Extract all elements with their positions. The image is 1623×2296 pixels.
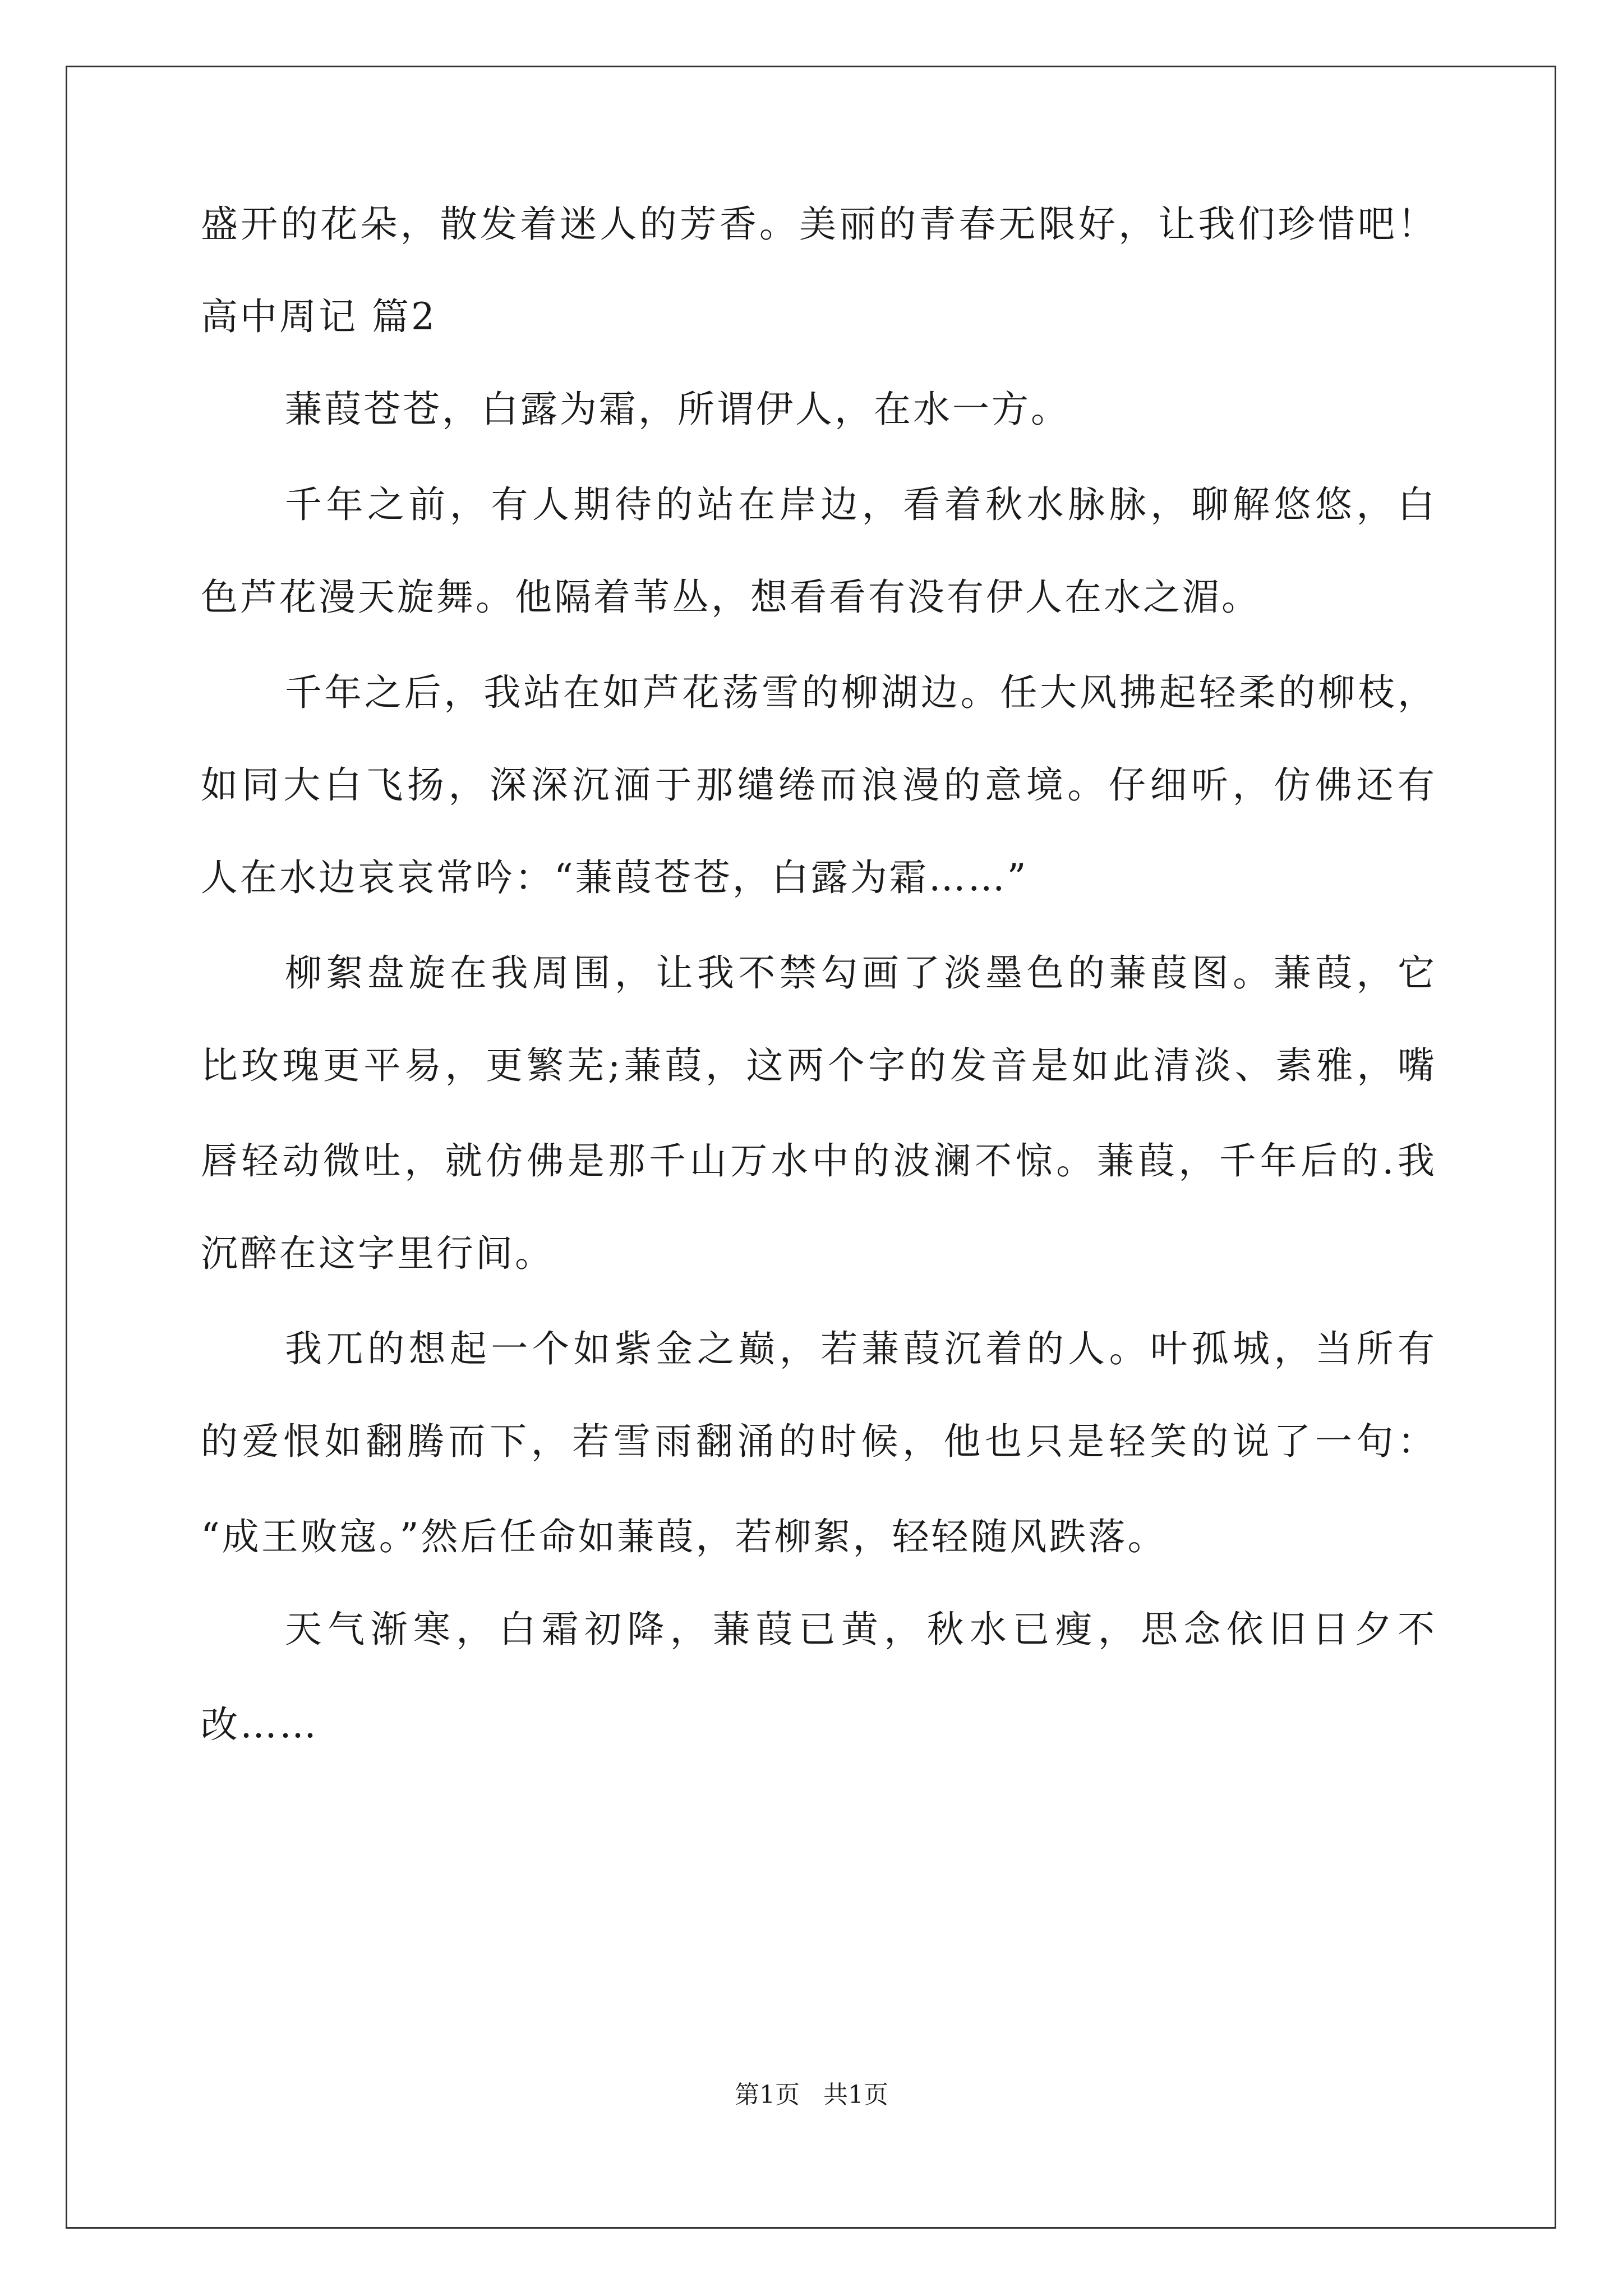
text-line: 比玫瑰更平易，更繁芜;蒹葭，这两个字的发音是如此清淡、素雅，嘴 <box>201 1044 1435 1087</box>
page-number-footer: 第1页 共1页 <box>735 2081 888 2109</box>
text-line: 千年之前，有人期待的站在岸边，看着秋水脉脉，聊解悠悠，白 <box>285 483 1435 526</box>
text-line: 色芦花漫天旋舞。他隔着苇丛，想看看有没有伊人在水之湄。 <box>201 576 1261 619</box>
text-line: 天气渐寒，白霜初降，蒹葭已黄，秋水已瘦，思念依旧日夕不 <box>285 1608 1435 1651</box>
text-line: 千年之后，我站在如芦花荡雪的柳湖边。任大风拂起轻柔的柳枝， <box>285 671 1435 714</box>
text-line: 我兀的想起一个如紫金之巅，若蒹葭沉着的人。叶孤城，当所有 <box>285 1327 1435 1370</box>
text-line: 如同大白飞扬，深深沉湎于那缱绻而浪漫的意境。仔细听，仿佛还有 <box>201 763 1435 807</box>
section-heading: 高中周记 篇2 <box>201 295 437 338</box>
text-line: 改…… <box>201 1703 319 1746</box>
text-line: 唇轻动微吐，就仿佛是那千山万水中的波澜不惊。蒹葭，千年后的.我 <box>201 1139 1435 1182</box>
text-line: 沉醉在这字里行间。 <box>201 1232 554 1275</box>
text-line: 柳絮盘旋在我周围，让我不禁勾画了淡墨色的蒹葭图。蒹葭，它 <box>285 951 1435 995</box>
text-line: 蒹葭苍苍，白露为霜，所谓伊人，在水一方。 <box>285 388 1070 431</box>
text-line: 人在水边哀哀常吟：“蒹葭苍苍，白露为霜……” <box>201 856 1029 899</box>
text-line: 的爱恨如翻腾而下，若雪雨翻涌的时候，他也只是轻笑的说了一句： <box>201 1420 1435 1463</box>
text-line: “成王败寇。”然后任命如蒹葭，若柳絮，轻轻随风跌落。 <box>201 1515 1167 1558</box>
text-line: 盛开的花朵，散发着迷人的芳香。美丽的青春无限好，让我们珍惜吧！ <box>201 203 1435 246</box>
